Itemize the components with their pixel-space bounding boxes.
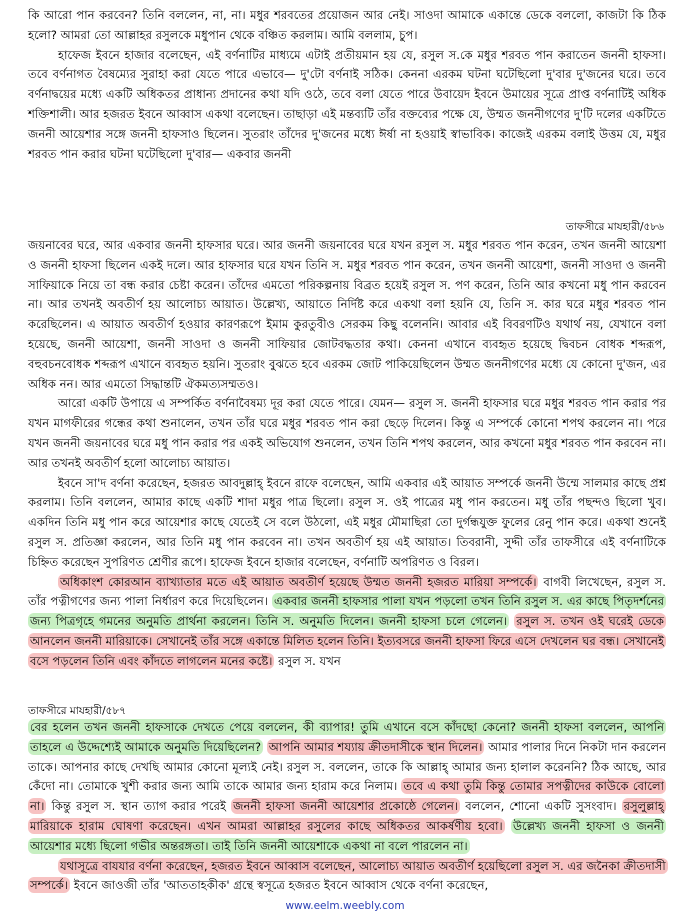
text-block-top — [28, 6, 666, 164]
highlight-red: রসুলুল্লাহ্ মারিয়াকে হারাম ঘোষণা করেছেন। এখন আমরা আল্লাহর রসুলের কাছে অধিকতর আকর্ষণীয় হবো। — [30, 799, 664, 833]
paragraph — [28, 718, 666, 857]
page-reference: তাফসীরে মাযহারী/৫৮৬ — [565, 221, 664, 233]
highlight-red: যথাসূত্রে বাযযার বর্ণনা করেছেন, হজরত ইবনে আব্বাস বলেছেন, আলোচ্য আয়াত অবতীর্ণ হয়েছিলো রসুল স. এর জনৈকা ক্রীতদাসী সম্পর্কে। — [30, 858, 666, 893]
footer-url: www.eelm.weebly.com — [285, 900, 405, 912]
text-block-bottom — [28, 718, 666, 896]
paragraph: ইবনে সা'দ বর্ণনা করেছেন, হজরত আবদুল্লাহ্ ইবনে রাফে বলেছেন, আমি একবার এই আয়াত সম্পর্কে জননী উম্মে সালমার কাছে প্রশ্ন করলাম। তিনি বললেন, আমার কাছে একটি শাদা মধুর পাত্র ছিলো। রসুল স. ওই পাত্রের মধু পান করতেন। মধু তাঁর পছন্দও ছিলো খুব। একদিন তিনি মধু পান করে আয়েশার কাছে যেতেই সে বলে উঠলো, এই মধুর মৌমাছিরা তো দুর্গন্ধযুক্ত ফুলের রেনু পান করে। একথা শুনেই রসুল স. প্রতিজ্ঞা করলেন, আর তিনি মধু পান করবেন না। তখন অবতীর্ণ হয় এই আয়াত। তিবরানী, সুদ্দী তাঁর তাফসীরে এই বর্ণনাটিকে চিহ্নিত করেছেন সুপরিণত শ্রেণীর রূপে। হাফেজ ইবনে হাজার বলেছেন, বর্ণনাটি অপরিণত ও বিরল। — [28, 475, 666, 569]
text-run: ইবনে জাওজী তাঁর 'আততাহকীক' গ্রন্থে স্বসূত্রে হজরত ইবনে আব্বাস থেকে বর্ণনা করেছেন, — [70, 878, 489, 893]
text-run: বাগবী লিখেছেন, রসুল স. তাঁর পত্নীগণের জন্য পালা নির্ধারণ করে দিয়েছিলেন। — [28, 574, 666, 609]
text-block-middle — [28, 236, 666, 672]
highlight-red: অধিকাংশ কোরআন ব্যাখ্যাতার মতে এই আয়াত অবতীর্ণ হয়েছে উম্মত জননী হজরত মারিয়া সম্পর্কে। — [60, 574, 537, 589]
paragraph: কি আরো পান করবেন? তিনি বললেন, না, না। মধুর শরবতের প্রয়োজন আর নেই। সাওদা আমাকে একান্তে ডেকে বললো, কাজটা কি ঠিক হলো? আমরা তো আল্লাহর রসুলকে মধুপান থেকে বঞ্চিত করলাম। আমি বললাম, চুপ। — [28, 8, 666, 42]
paragraph — [28, 573, 666, 672]
text-run: রসুল স. যখন — [274, 653, 341, 668]
highlight-red: তবে এ কথা তুমি কিন্তু তোমার সপত্নীদের কাউকে বোলো না। — [30, 779, 664, 814]
text-run: কিন্তু রসুল স. স্থান ত্যাগ করার পরেই — [46, 799, 232, 814]
paragraph: জয়নাবের ঘরে, আর একবার জননী হাফসার ঘরে। আর জননী জয়নাবের ঘরে যখন রসুল স. মধুর শরবত পান করেন, তখন জননী আয়েশা ও জননী হাফসা ছিলেন একই দলে। আর হাফসার ঘরে যখন তিনি স. মধুর শরবত পান করেন, তখন জননী আয়েশা, জননী সাওদা ও জননী সাফিয়াকে নিয়ে তা বন্ধ করার চেষ্টা করেন। তাঁদের এমতো পরিকল্পনায় বিব্রত হয়েই রসুল স. পণ করেন, তিনি আর কখনো মধু পান করবেন না। আর তখনই অবতীর্ণ হয় আলোচ্য আয়াত। উল্লেখ্য, আয়াতে নির্দিষ্ট করে একথা বলা হয়নি যে, তিনি স. কার ঘরে মধুর শরবত পান করেছিলেন। এ আয়াত অবতীর্ণ হওয়ার কারণরূপে ইমাম কুরতুবীও সেরকম কিছু বলেননি। আবার এই বিবরণটিও যথার্থ নয়, যেখানে বলা হয়েছে, জননী আয়েশা, জননী সাওদা ও জননী সাফিয়ার জোটবদ্ধতার কথা। কেননা এখানে ব্যবহৃত হয়েছে দ্বিবচন বোধক শব্দরূপ, বহুবচনবোধক শব্দরূপ এখানে ব্যবহৃত হয়নি। সুতরাং বুঝতে হবে এরকম জোট পাকিয়েছিলেন উম্মত জননীগণের মধ্যে যে কোনো দু'জন, এর অধিক নন। আর এমতো সিদ্ধান্তটি ঐকমত্যসম্মতও। — [28, 238, 666, 391]
highlight-green: একবার জননী হাফসার পালা যখন পড়লো তখন তিনি রসুল স. এর কাছে পিতৃদর্শনের জন্য পিত্রগৃহে গমনের অনুমতি প্রার্থনা করলেন। তিনি স. অনুমতি দিলেন। জননী হাফসা চলে গেলেন। — [30, 594, 664, 629]
text-run: আমার পালার দিনে নিকটা দান করলেন তাকে। আপনার কাছে দেখছি আমার কোনো মূল্যই নেই। রসুল স. বললেন, তাকে কি আল্লাহ্ আমার জন্য হালাল করেননি? ঠিক আছে, আর কেঁদো না। তোমাকে খুশী করার জন্য আমি তাকে আমার জন্য হারাম করে নিলাম। — [28, 739, 666, 794]
highlight-green: বের হলেন তখন জননী হাফসাকে দেখতে পেয়ে বললেন, কী ব্যাপার! তুমি এখানে বসে কাঁদছো কেনো? জননী হাফসা বললেন, আপনি তাহলে এ উদ্দেশ্যেই আমাকে অনুমতি দিয়েছিলেন? — [30, 720, 664, 754]
paragraph: আরো একটি উপায়ে এ সম্পর্কিত বর্ণনাবৈষম্য দূর করা যেতে পারে। যেমন— রসুল স. জননী হাফসার ঘরে মধুর শরবত পান করার পর যখন মাগফীরের গন্ধের কথা শুনালেন, তখন তাঁর ঘরে মধুর শরবত পান করা ছেড়ে দিলেন। কিন্তু এ সম্পর্কে কোনো শপথ করলেন না। পরে যখন জননী জয়নাবের ঘরে মধু পান করার পর একই অভিযোগ শুনলেন, তখন তিনি শপথ করলেন, আর কখনো মধুর শরবত পান করবেন না। আর তখনই অবতীর্ণ হলো আলোচ্য আয়াত। — [28, 396, 666, 470]
page-reference: তাফসীরে মাযহারী/৫৮৭ — [28, 705, 127, 717]
paragraph: হাফেজ ইবনে হাজার বলেছেন, এই বর্ণনাটির মাধ্যমে এটাই প্রতীয়মান হয় যে, রসুল স.কে মধুর শরবত পান করাতেন জননী হাফসা। তবে বর্ণনাগত বৈষম্যের সুরাহা করা যেতে পারে এভাবে— দু'টো বর্ণনাই সঠিক। কেননা এরকম ঘটনা ঘটেছিলো দু'বার দু'জনের ঘরে। তবে বর্ণনাদ্বয়ের মধ্যে একটি অধিকতর প্রাধান্য প্রদানের কথা যদি ওঠে, তবে বলা যেতে পারে উবায়েদ ইবনে উমায়ের সূত্রে প্রাপ্ত বর্ণনাটিই অধিক শক্তিশালী। আর হজরত ইবনে আব্বাস একথা বলেছেন। তাছাড়া এই মন্তব্যটি তাঁর বক্তব্যের পক্ষে যে, উম্মত জননীগণের দু'টি দলের একটিতে জননী আয়েশার সঙ্গে জননী হাফসাও ছিলেন। সুতরাং তাঁদের দু'জনের মধ্যে ঈর্ষা না হওয়াই স্বাভাবিক। কাজেই এরকম বলাই উত্তম যে, মধুর শরবত পান করার ঘটনা ঘটেছিলো দু'বার— একবার জননী — [28, 47, 666, 161]
text-run: বললেন, শোনো একটি সুসংবাদ। — [460, 799, 622, 814]
highlight-red: রসুল স. তখন ওই ঘরেই ডেকে আনলেন জননী মারিয়াকে। সেখানেই তাঁর সঙ্গে একান্তে মিলিত হলেন তিনি। ইত্যবসরে জননী হাফসা ফিরে এসে দেখলেন ঘর বন্ধ। সেখানেই বসে পড়লেন তিনি এবং কাঁদতে লাগলেন মনের কষ্টে। — [30, 614, 665, 668]
highlight-red: জননী হাফসা জননী আয়েশার প্রকোষ্ঠে গেলেন। — [233, 799, 459, 814]
highlight-green: উল্লেখ্য জননী হাফসা ও জননী আয়েশার মধ্যে ছিলো গভীর অন্তরঙ্গতা। তাই তিনি জননী আয়েশাকে একথা না বলে পারলেন না। — [30, 818, 664, 853]
paragraph — [28, 857, 666, 897]
highlight-red: আপনি আমার শয্যায় ক্রীতদাসীকে স্থান দিলেন। — [268, 739, 483, 754]
